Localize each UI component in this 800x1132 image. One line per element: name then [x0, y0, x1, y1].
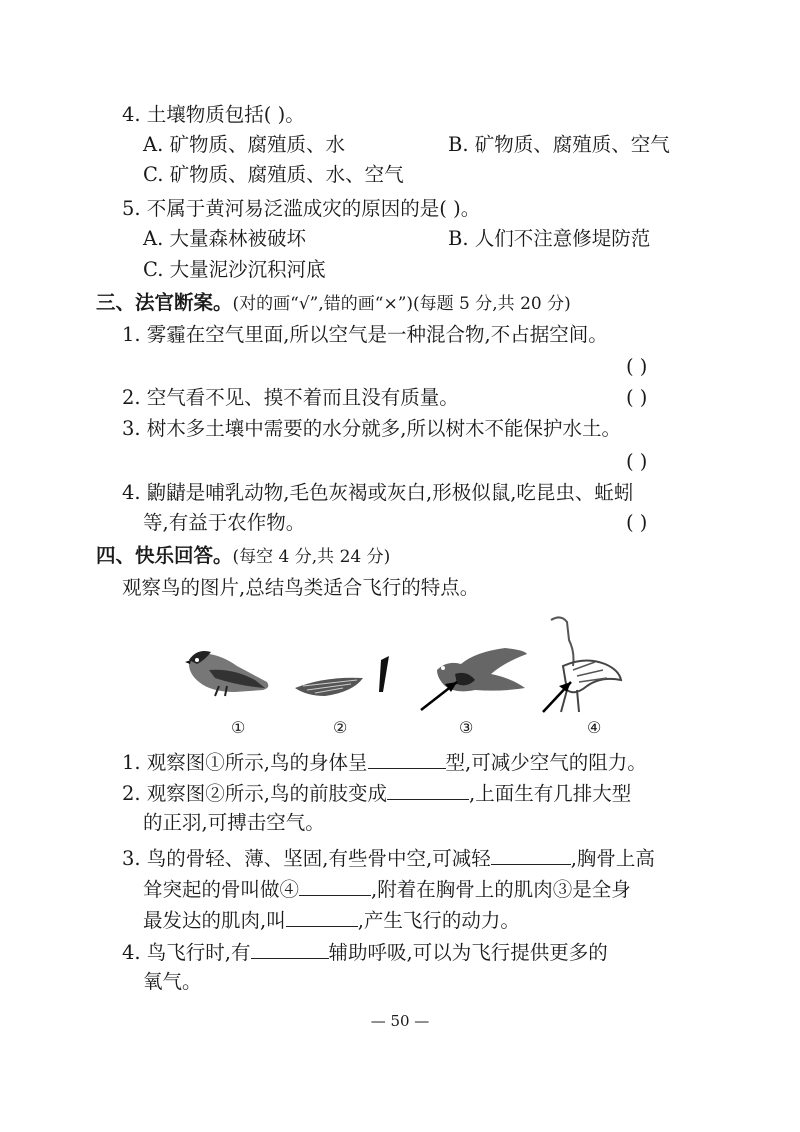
s3-item-3: 3. 树木多土壤中需要的水分就多,所以树木不能保护水土。: [122, 417, 622, 440]
figure-label-4: ④: [587, 718, 602, 737]
q4-option-a: A. 矿物质、腐殖质、水: [143, 133, 345, 156]
section4-intro: 观察鸟的图片,总结鸟类适合飞行的特点。: [122, 576, 480, 599]
s4-q3-text-c: 耸突起的骨叫做④: [143, 878, 300, 901]
s4-q2-text-b: ,上面生有几排大型: [469, 782, 632, 805]
s4-q4-cont: 氧气。: [143, 970, 202, 993]
s3-answer-paren-4: ( ): [626, 511, 648, 534]
q4-stem: 4. 土壤物质包括( )。: [122, 103, 305, 126]
figure-label-2: ②: [333, 718, 348, 737]
s4-q3-text-f: ,产生飞行的动力。: [357, 909, 520, 932]
bird-muscle-image: [421, 648, 527, 710]
s4-q4-text-a: 4. 鸟飞行时,有: [122, 941, 251, 964]
sparrow-image: [185, 651, 268, 696]
s4-q3-text-e: 最发达的肌肉,叫: [143, 909, 286, 932]
s4-q4: [122, 936, 608, 968]
section3-title: 三、法官断案。: [96, 291, 233, 314]
q5-option-b: B. 人们不注意修堤防范: [448, 227, 651, 250]
s4-q1-text-b: 型,可减少空气的阻力。: [445, 751, 647, 774]
s4-q2: [122, 777, 631, 809]
q4-option-b: B. 矿物质、腐殖质、空气: [448, 133, 670, 156]
s4-q1-text-a: 1. 观察图①所示,鸟的身体呈: [122, 751, 368, 774]
s4-q3-cont1: [143, 873, 631, 905]
answer-blank[interactable]: [491, 842, 571, 865]
s4-q3: [122, 842, 655, 874]
q4-option-c: C. 矿物质、腐殖质、水、空气: [143, 163, 404, 186]
section4-note: (每空 4 分,共 24 分): [232, 547, 391, 567]
answer-blank[interactable]: [299, 873, 371, 896]
section3-heading: [96, 288, 571, 319]
section3-note: (对的画“√”,错的画“×”)(每题 5 分,共 20 分): [232, 294, 571, 314]
section4-heading: [96, 541, 390, 572]
bird-figures: [175, 612, 625, 740]
s3-answer-paren-1: ( ): [626, 355, 648, 378]
s3-item-2: 2. 空气看不见、摸不着而且没有质量。: [122, 386, 459, 409]
section4-title: 四、快乐回答。: [96, 544, 233, 567]
q5-option-a: A. 大量森林被破坏: [143, 227, 306, 250]
answer-blank[interactable]: [387, 777, 469, 800]
s3-answer-paren-2: ( ): [626, 386, 648, 409]
s4-q4-text-b: 辅助呼吸,可以为飞行提供更多的: [328, 941, 608, 964]
q5-option-c: C. 大量泥沙沉积河底: [143, 258, 326, 281]
bird-skeleton-image: [543, 617, 621, 712]
s3-item-4: 4. 鼩鼱是哺乳动物,毛色灰褐或灰白,形极似鼠,吃昆虫、蚯蚓: [122, 481, 634, 504]
s4-q1: [122, 746, 647, 778]
s3-answer-paren-3: ( ): [626, 450, 648, 473]
s3-item-4-cont: 等,有益于农作物。: [143, 511, 306, 534]
answer-blank[interactable]: [368, 746, 446, 769]
s4-q2-text-a: 2. 观察图②所示,鸟的前肢变成: [122, 782, 388, 805]
s4-q3-text-b: ,胸骨上高: [570, 847, 655, 870]
wing-image: [295, 656, 389, 696]
s4-q2-cont: 的正羽,可搏击空气。: [143, 811, 325, 834]
page-number: — 50 —: [370, 1012, 430, 1030]
answer-blank[interactable]: [286, 904, 358, 927]
figure-label-3: ③: [459, 718, 474, 737]
answer-blank[interactable]: [251, 936, 329, 959]
s4-q3-text-a: 3. 鸟的骨轻、薄、坚固,有些骨中空,可减轻: [122, 847, 491, 870]
figure-label-1: ①: [231, 718, 246, 737]
q5-stem: 5. 不属于黄河易泛滥成灾的原因的是( )。: [122, 197, 481, 220]
s3-item-1: 1. 雾霾在空气里面,所以空气是一种混合物,不占据空间。: [122, 323, 608, 346]
s4-q3-cont2: [143, 904, 520, 936]
s4-q3-text-d: ,附着在胸骨上的肌肉③是全身: [371, 878, 631, 901]
